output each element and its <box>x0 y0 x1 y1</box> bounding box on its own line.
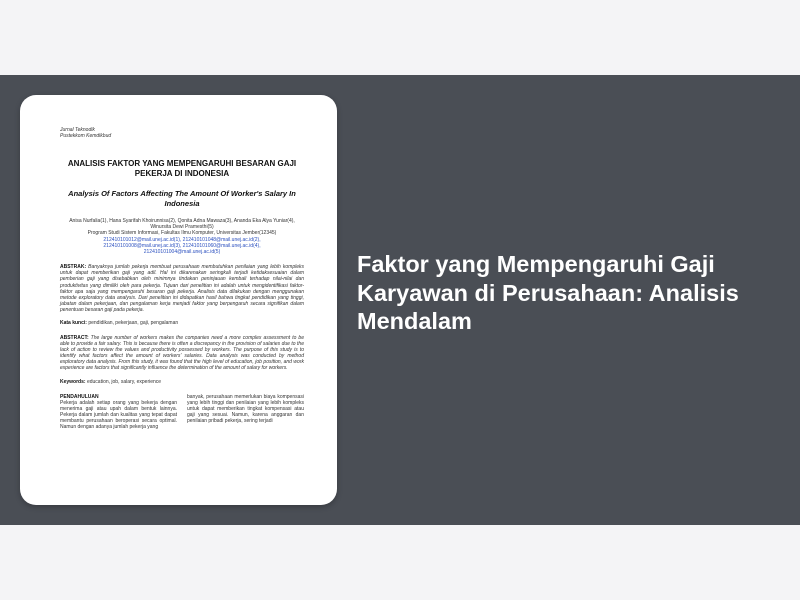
keywords-label: Keywords: <box>60 378 86 385</box>
article-headline: Faktor yang Mempengaruhi Gaji Karyawan di Perusahaan: Analisis Mendalam <box>357 251 739 334</box>
abstrak-text: Banyaknya jumlah pekerja membuat perusahaan membutuhkan penilaian yang lebih kompleks untuk dapat memberikan gaji yang adil. Hal ini dikarenakan seringkali terjadi ketidaksesuaian dalam pemberian gaji yang disebabkan oleh minimnya tindakan peninjauan kembali terhadap nilai-nilai dan produktivitas yang dimiliki oleh para pekerja. Tujuan dari penelitian ini adalah untuk mengidentifikasi faktor-faktor apa saja yang mempengaruhi besaran gaji pekerja. Analisis data dilakukan dengan menggunakan metode exploratory data analysis. Dari penelitian ini didapatkan hasil bahwa tingkat pendidikan yang tinggi, jabatan dalam pekerjaan, dan pengalaman kerja menjadi faktor yang berpengaruh secara signifikan dalam penentuan besaran gaji pada pekerja. <box>60 264 304 313</box>
body-column-left <box>60 394 177 430</box>
paper-authors: Anisa Nurfalia(1), Hana Syarifah Khoirunnisa(2), Qonita Adna Mawaza(3), Ananda Eka Alya Yuniar(4), Winursita Dewi Pramesthi(5) <box>69 218 295 231</box>
kata-kunci-text: pendidikan, pekerjaan, gaji, pengalaman <box>88 319 179 326</box>
keywords <box>60 379 304 385</box>
paper-affiliation: Program Studi Sistem Informasi, Fakultas Ilmu Komputer, Universitas Jember(12345) <box>87 230 277 237</box>
journal-line: Jurnal Teknodik <box>60 127 95 133</box>
section-heading: PENDAHULUAN <box>60 393 99 400</box>
body-text-left: Pekerja adalah setiap orang yang bekerja dengan menerima gaji atau upah dalam bentuk lainnya. Pekerja dalam jumlah dan kualitas yang tepat dapat membantu perusahaan beroperasi secara optimal. Namun dengan adanya jumlah pekerja yang <box>60 399 177 430</box>
body-columns <box>60 394 304 430</box>
abstrak-label: ABSTRAK: <box>60 264 87 271</box>
abstract-text: The large number of workers makes the companies need a more complex assessment to be able to provide a fair salary. This is because there is often a discrepancy in the provision of salaries due to the lack of action to review the values and productivity possessed by workers. The purpose of this study is to identify what factors affect the amount of workers' salaries. Data analysis was conducted by method exploratory data analysis. From this study, it was found that the high level of education, job position, and work experience are factors that significantly influence the determination of the amount of salary for workers. <box>60 334 304 372</box>
kata-kunci-label: Kata kunci: <box>60 319 87 326</box>
paper-title-english: Analysis Of Factors Affecting The Amount Of Worker's Salary In Indonesia <box>68 189 296 208</box>
abstrak-paragraph <box>60 264 304 313</box>
paper-page <box>60 127 304 430</box>
abstract-paragraph <box>60 335 304 372</box>
author-emails <box>60 237 304 256</box>
journal-name <box>60 127 304 139</box>
keywords-text: education, job, salary, experience <box>86 378 162 385</box>
body-column-right <box>187 394 304 430</box>
document-thumbnail[interactable] <box>20 95 337 505</box>
journal-line: Pustekkom Kemdikbud <box>60 133 112 139</box>
email-line: 212410101012@mail.unej.ac.id(1), 212410101048@mail.unej.ac.id(2), <box>103 236 261 243</box>
email-line: 212410101008@mail.unej.ac.id(3), 212410101060@mail.unej.ac.id(4), <box>103 242 261 249</box>
body-text-right: banyak, perusahaan memerlukan biaya kompensasi yang lebih tinggi dan penilaian yang lebih kompleks untuk dapat memberikan tingkat kompensasi atau gaji yang sesuai. Namun, karena anggaran dan penilaian pribadi pekerja, sering terjadi <box>187 393 304 424</box>
paper-title-indonesian: ANALISIS FAKTOR YANG MEMPENGARUHI BESARAN GAJI PEKERJA DI INDONESIA <box>67 159 297 178</box>
email-line: 212410101004@mail.unej.ac.id(5) <box>143 249 221 256</box>
kata-kunci <box>60 320 304 326</box>
abstract-label: ABSTRACT: <box>60 334 89 341</box>
